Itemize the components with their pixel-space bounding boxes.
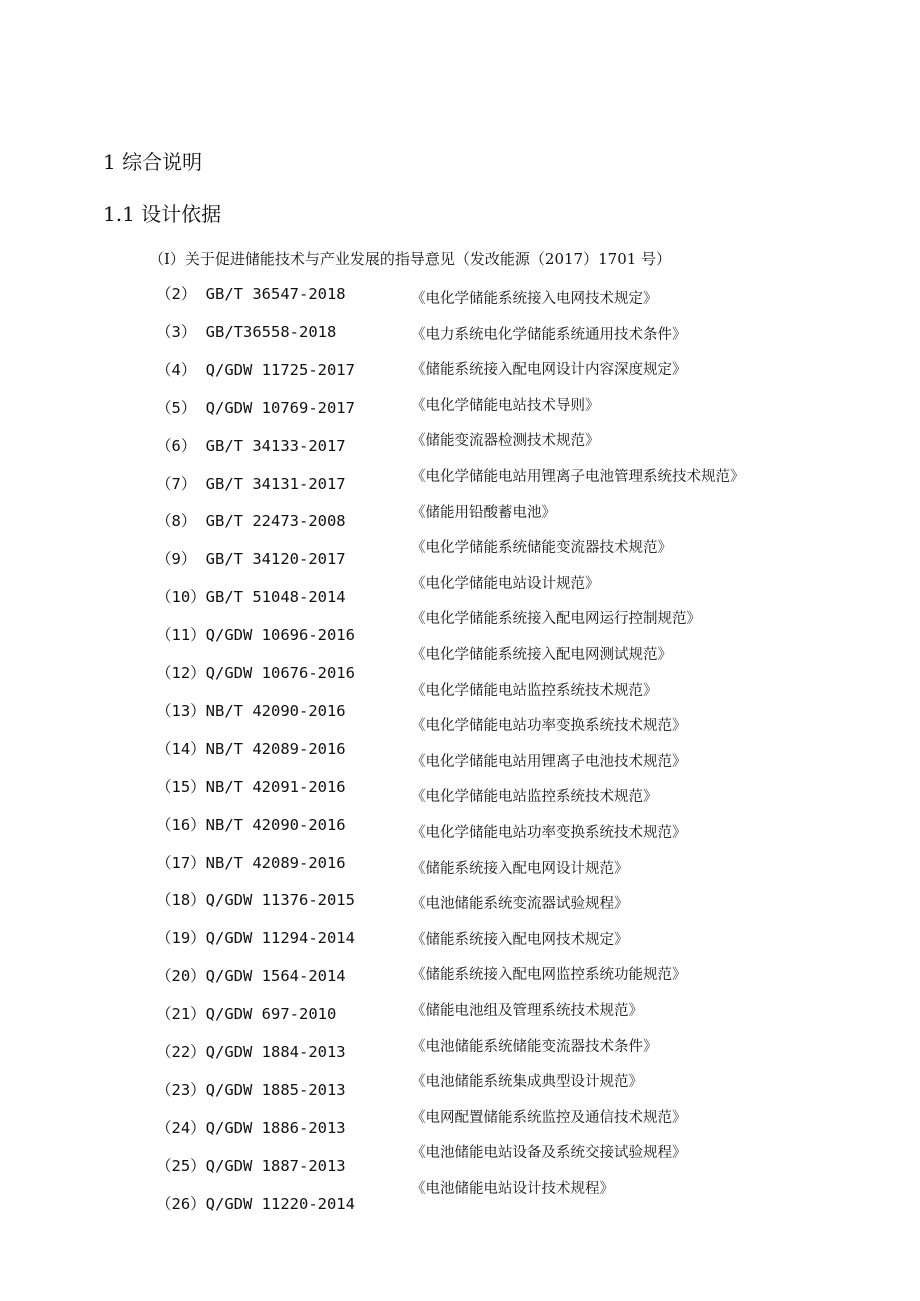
- standard-title: 《电化学储能电站用锂离子电池管理系统技术规范》: [411, 469, 745, 485]
- standard-title: 《电化学储能电站功率变换系统技术规范》: [411, 825, 687, 841]
- standard-code: （3） GB/T36558-2018: [156, 322, 337, 341]
- standard-code: （18）Q/GDW 11376-2015: [156, 891, 355, 910]
- reference-item-1: （I）关于促进储能技术与产业发展的指导意见（发改能源（2017）1701 号）: [149, 250, 672, 268]
- standard-title: 《电化学储能电站监控系统技术规范》: [411, 789, 658, 806]
- section-heading-1: 1 综合说明: [103, 150, 203, 174]
- standard-code: （23）Q/GDW 1885-2013: [156, 1080, 346, 1099]
- standard-title: 《储能系统接入配电网监控系统功能规范》: [411, 967, 687, 984]
- standard-code: （6） GB/T 34133-2017: [156, 436, 346, 455]
- standard-title: 《电化学储能电站用锂离子电池技术规范》: [411, 753, 687, 770]
- standard-code: （11）Q/GDW 10696-2016: [156, 626, 355, 645]
- standard-title: 《储能系统接入配电网技术规定》: [411, 931, 629, 948]
- standard-code: （9） GB/T 34120-2017: [156, 550, 346, 569]
- standard-title: 《电化学储能系统储能变流器技术规范》: [411, 540, 672, 557]
- standard-code: （17）NB/T 42089-2016: [156, 853, 346, 872]
- standard-title: 《电池储能电站设备及系统交接试验规程》: [411, 1145, 687, 1162]
- standard-code: （15）NB/T 42091-2016: [156, 777, 346, 796]
- standard-title: 《电化学储能电站技术导则》: [411, 397, 600, 414]
- standard-title: 《电力系统电化学储能系统通用技术条件》: [411, 326, 687, 343]
- standard-title: 《储能变流器检测技术规范》: [411, 433, 600, 450]
- standard-code: （12）Q/GDW 10676-2016: [156, 664, 355, 682]
- standard-code: （21）Q/GDW 697-2010: [156, 1005, 337, 1024]
- standard-code: （10）GB/T 51048-2014: [156, 588, 346, 607]
- standard-code: （2） GB/T 36547-2018: [156, 285, 346, 303]
- standard-title: 《电池储能系统变流器试验规程》: [411, 896, 629, 913]
- standard-title: 《储能用铅酸蓄电池》: [411, 504, 556, 521]
- standard-title: 《储能电池组及管理系统技术规范》: [411, 1003, 643, 1019]
- standard-code: （24）Q/GDW 1886-2013: [156, 1118, 346, 1137]
- standard-title: 《电池储能系统集成典型设计规范》: [411, 1074, 643, 1091]
- standard-code: （19）Q/GDW 11294-2014: [156, 929, 355, 948]
- standard-code: （7） GB/T 34131-2017: [156, 474, 346, 493]
- standard-title: 《储能系统接入配电网设计规范》: [411, 860, 629, 877]
- standard-title: 《电网配置储能系统监控及通信技术规范》: [411, 1109, 687, 1126]
- standard-title: 《电化学储能系统接入配电网测试规范》: [411, 647, 672, 663]
- standard-code: （14）NB/T 42089-2016: [156, 739, 346, 758]
- standard-title: 《电化学储能系统接入配电网运行控制规范》: [411, 611, 701, 628]
- standard-code: （13）NB/T 42090-2016: [156, 701, 346, 720]
- standard-code: （16）NB/T 42090-2016: [156, 815, 346, 834]
- standard-code: （8） GB/T 22473-2008: [156, 512, 346, 531]
- standard-code: （4） Q/GDW 11725-2017: [156, 360, 355, 379]
- standard-code: （5） Q/GDW 10769-2017: [156, 398, 355, 417]
- section-heading-1-1: 1.1 设计依据: [103, 202, 222, 226]
- standard-title: 《电化学储能电站监控系统技术规范》: [411, 682, 658, 699]
- standard-title: 《电化学储能电站功率变换系统技术规范》: [411, 718, 687, 735]
- standard-code: （26）Q/GDW 11220-2014: [156, 1194, 355, 1213]
- standard-code: （20）Q/GDW 1564-2014: [156, 967, 346, 986]
- standard-title: 《储能系统接入配电网设计内容深度规定》: [411, 362, 687, 379]
- standard-title: 《电化学储能系统接入电网技术规定》: [411, 291, 658, 307]
- standard-title: 《电池储能系统储能变流器技术条件》: [411, 1038, 658, 1055]
- standard-code: （22）Q/GDW 1884-2013: [156, 1043, 346, 1061]
- standard-title: 《电化学储能电站设计规范》: [411, 575, 600, 592]
- standard-title: 《电池储能电站设计技术规程》: [411, 1181, 614, 1197]
- standard-code: （25）Q/GDW 1887-2013: [156, 1156, 346, 1175]
